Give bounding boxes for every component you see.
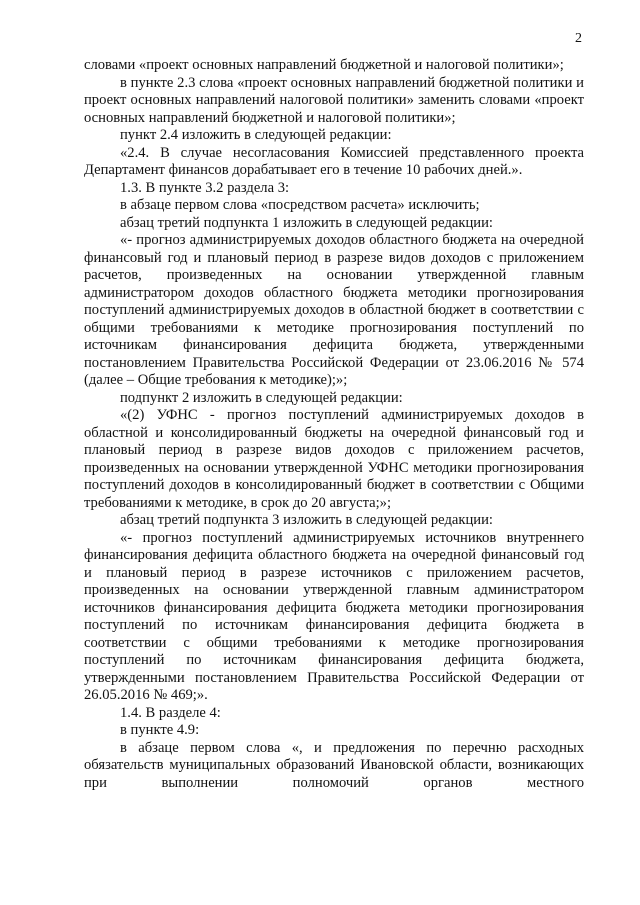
paragraph-2: в пункте 2.3 слова «проект основных направлений бюджетной политики и проект основных направлений налоговой политики» заменить словами «проект основных направлений бюджетной и налоговой политики»; [84,74,584,126]
paragraph-5: 1.3. В пункте 3.2 раздела 3: [120,179,290,196]
paragraph-9: подпункт 2 изложить в следующей редакции: [120,389,403,406]
paragraph-12: «- прогноз поступлений администрируемых источников внутреннего финансирования дефицита областного бюджета на очередной финансовый год и плановый период в разрезе источников с приложением расчетов, произведенных на основании утвержденной главным администратором источников финансирования дефицита бюджета методики прогнозирования поступлений по источникам финансирования дефицита бюджета в соответствии с общими требованиями к методике прогнозирования поступлений по источникам финансирования дефицита бюджета, утвержденными постановлением Правительства Российской Федерации от 26.05.2016 № 469;». [84,529,584,703]
document-body [84,57,584,792]
paragraph-11: абзац третий подпункта 3 изложить в следующей редакции: [120,512,493,528]
paragraph-13: 1.4. В разделе 4: [120,704,221,721]
paragraph-10: «(2) УФНС - прогноз поступлений администрируемых доходов в областной и консолидированный бюджеты на очередной финансовый год и плановый период в разрезе видов доходов с приложением расчетов, произведенных на основании утвержденной УФНС методики прогнозирования поступлений доходов в консолидированный бюджет в соответствии с Общими требованиями к методике, в срок до 20 августа;»; [84,407,584,511]
paragraph-14: в пункте 4.9: [120,722,200,738]
paragraph-8: «- прогноз администрируемых доходов областного бюджета на очередной финансовый год и плановый период в разрезе видов доходов с приложением расчетов, произведенных на основании утвержденной главным администратором доходов областного бюджета методики прогнозирования поступлений администрируемых доходов в областной бюджет в соответствии с общими требованиями к методике прогнозирования поступлений по источникам финансирования дефицита бюджета, утвержденными постановлением Правительства Российской Федерации от 23.06.2016 № 574 (далее – Общие требования к методике);»; [84,232,584,388]
paragraph-6: в абзаце первом слова «посредством расчета» исключить; [120,197,480,213]
paragraph-3: пункт 2.4 изложить в следующей редакции: [120,127,392,143]
page-number: 2 [575,31,582,46]
paragraph-15: в абзаце первом слова «, и предложения по перечню расходных обязательств муниципальных образований Ивановской области, возникающих при выполнении полномочий органов местного [84,739,584,791]
paragraph-1: словами «проект основных направлений бюджетной и налоговой политики»; [84,57,564,73]
paragraph-4: «2.4. В случае несогласования Комиссией представленного проекта Департамент финансов дорабатывает его в течение 10 рабочих дней.». [84,144,584,178]
paragraph-7: абзац третий подпункта 1 изложить в следующей редакции: [120,214,493,231]
